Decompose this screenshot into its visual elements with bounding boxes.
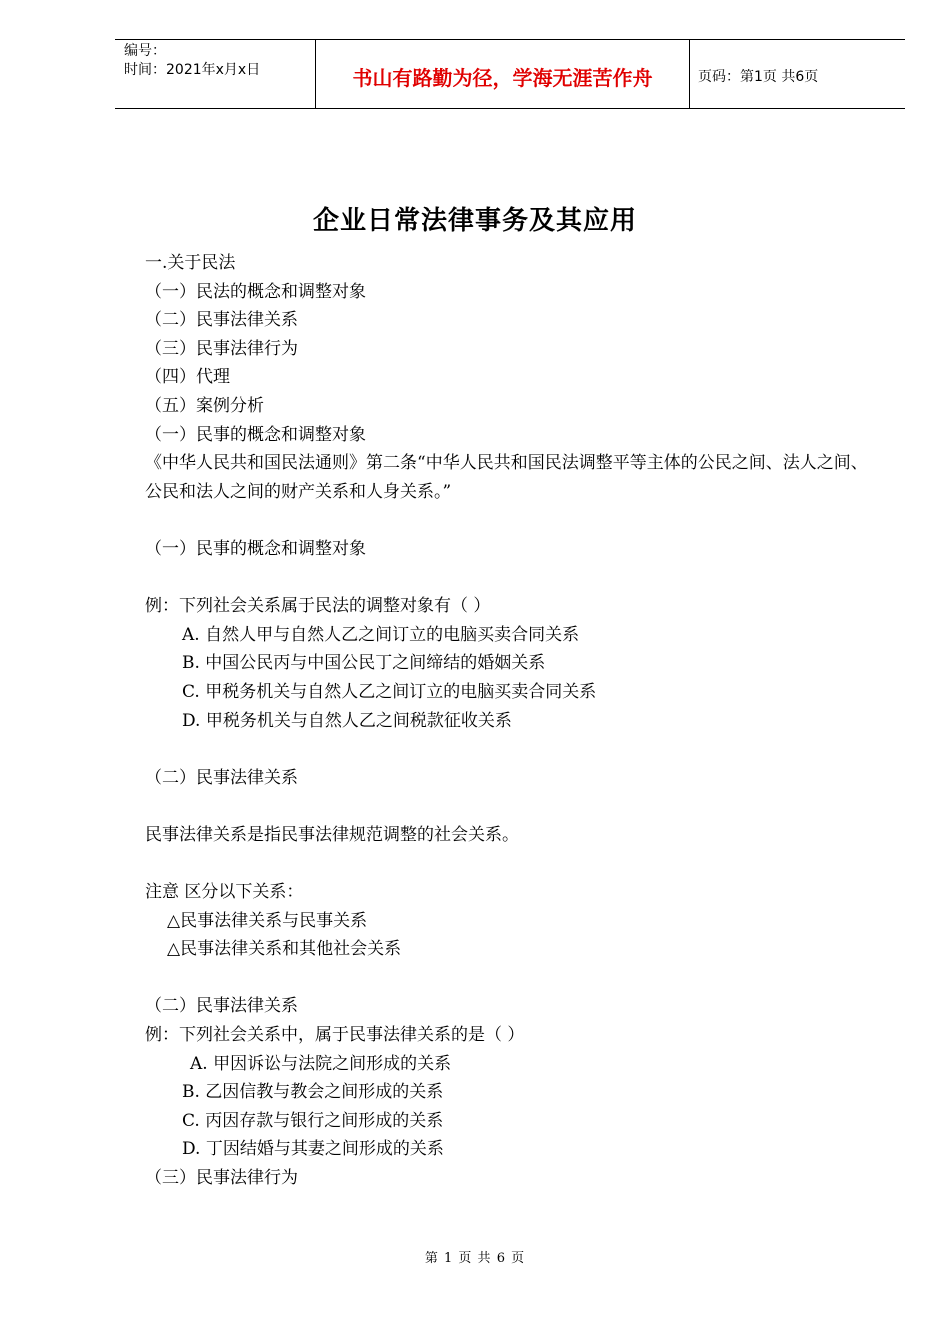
section-heading: （三）民事法律行为 (145, 1168, 298, 1188)
outline-item: （三）民事法律行为 (145, 338, 298, 359)
section-heading: （二）民事法律关系 (145, 996, 298, 1017)
definition-text: 民事法律关系是指民事法律规范调整的社会关系。 (145, 824, 519, 845)
note-title: 注意 区分以下关系： (145, 882, 304, 903)
outline-item: （四）代理 (145, 367, 230, 388)
civil-code-quote: 《中华人民共和国民法通则》第二条“中华人民共和国民法调整平等主体的公民之间、法人之间、公民和法人之间的财产关系和人身关系。” (145, 453, 868, 502)
example-option: B. 乙因信教与教会之间形成的关系 (182, 1082, 444, 1103)
example-option: D. 甲税务机关与自然人乙之间税款征收关系 (182, 710, 512, 731)
header-meta-cell (115, 40, 316, 108)
example-question: 例：下列社会关系中，属于民事法律关系的是（ ） (145, 1025, 525, 1046)
example-option: C. 丙因存款与银行之间形成的关系 (182, 1110, 444, 1131)
example-option: C. 甲税务机关与自然人乙之间订立的电脑买卖合同关系 (182, 681, 597, 702)
section-heading: （二）民事法律关系 (145, 767, 298, 788)
section-heading: （一）民事的概念和调整对象 (145, 538, 366, 559)
example-option: B. 中国公民丙与中国公民丁之间缔结的婚姻关系 (182, 653, 546, 674)
outline-item: （二）民事法律关系 (145, 310, 298, 331)
example-option: D. 丁因结婚与其妻之间形成的关系 (182, 1139, 444, 1160)
note-item: △民事法律关系和其他社会关系 (167, 939, 402, 960)
header-page-info: 页码：第1页 共6页 (698, 69, 819, 85)
outline-item: 一.关于民法 (145, 253, 236, 273)
document-title: 企业日常法律事务及其应用 (312, 206, 637, 236)
document-body (145, 249, 875, 1193)
page-footer: 第 1 页 共 6 页 (424, 1251, 526, 1266)
outline-item: （五）案例分析 (145, 395, 264, 416)
note-item: △民事法律关系与民事关系 (167, 910, 368, 931)
example-option: A. 甲因诉讼与法院之间形成的关系 (190, 1053, 452, 1074)
outline-item: （一）民法的概念和调整对象 (145, 281, 366, 302)
outline-item: （一）民事的概念和调整对象 (145, 424, 366, 445)
serial-number-label: 编号： (124, 43, 166, 59)
header-motto: 书山有路勤为径，学海无涯苦作舟 (316, 40, 690, 108)
time-label: 时间：2021年x月x日 (124, 62, 261, 78)
document-header (115, 39, 905, 109)
example-option: A. 自然人甲与自然人乙之间订立的电脑买卖合同关系 (182, 624, 580, 645)
example-question: 例：下列社会关系属于民法的调整对象有（ ） (145, 596, 491, 617)
